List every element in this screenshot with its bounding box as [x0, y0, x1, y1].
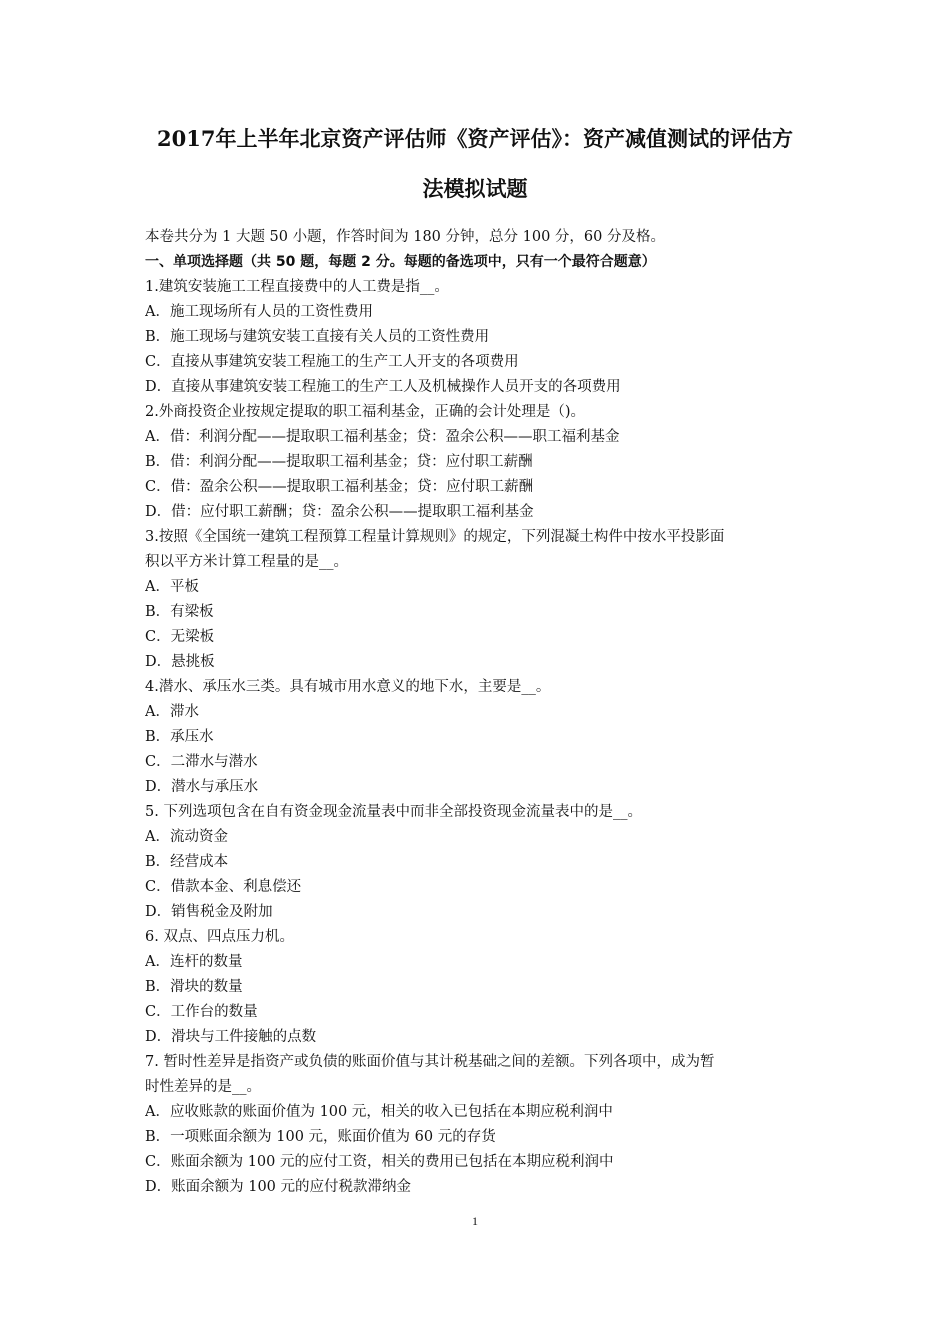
question-stem: 4.潜水、承压水三类。具有城市用水意义的地下水，主要是__。 — [145, 679, 551, 695]
question-stem: 5. 下列选项包含在自有资金现金流量表中而非全部投资现金流量表中的是__。 — [145, 804, 642, 820]
option-d: D．直接从事建筑安装工程施工的生产工人及机械操作人员开支的各项费用 — [145, 379, 621, 395]
option-b: B．借：利润分配——提取职工福利基金；贷：应付职工薪酬 — [145, 454, 533, 470]
option-d: D．借：应付职工薪酬；贷：盈余公积——提取职工福利基金 — [145, 504, 534, 520]
question-stem-line2: 时性差异的是__。 — [145, 1079, 261, 1095]
exam-intro: 本卷共分为 1 大题 50 小题，作答时间为 180 分钟，总分 100 分，60 分及格。 — [145, 229, 665, 245]
option-d: D．潜水与承压水 — [145, 779, 259, 795]
option-a: A．平板 — [145, 579, 199, 595]
option-c: C．直接从事建筑安装工程施工的生产工人开支的各项费用 — [145, 354, 519, 370]
option-c: C．借款本金、利息偿还 — [145, 879, 302, 895]
option-d: D．账面余额为 100 元的应付税款滞纳金 — [145, 1179, 412, 1195]
question-stem: 1.建筑安装施工工程直接费中的人工费是指__。 — [145, 279, 449, 295]
option-b: B．施工现场与建筑安装工直接有关人员的工资性费用 — [145, 329, 490, 345]
option-a: A．借：利润分配——提取职工福利基金；贷：盈余公积——职工福利基金 — [145, 429, 620, 445]
option-b: B．承压水 — [145, 729, 214, 745]
document-title-line2: 法模拟试题 — [422, 176, 528, 201]
question-stem: 2.外商投资企业按规定提取的职工福利基金，正确的会计处理是（)。 — [145, 404, 585, 420]
option-d: D．悬挑板 — [145, 654, 215, 670]
question-7 — [145, 1050, 825, 1200]
option-a: A．施工现场所有人员的工资性费用 — [145, 304, 373, 320]
section-heading: 一、单项选择题（共 50 题，每题 2 分。每题的备选项中，只有一个最符合题意） — [145, 254, 656, 270]
option-c: C．借：盈余公积——提取职工福利基金；贷：应付职工薪酬 — [145, 479, 534, 495]
question-2 — [145, 400, 825, 525]
option-b: B．一项账面余额为 100 元，账面价值为 60 元的存货 — [145, 1129, 496, 1145]
question-stem: 6. 双点、四点压力机。 — [145, 929, 294, 945]
option-c: C．账面余额为 100 元的应付工资，相关的费用已包括在本期应税利润中 — [145, 1154, 614, 1170]
option-a: A．连杆的数量 — [145, 954, 243, 970]
option-b: B．有梁板 — [145, 604, 214, 620]
option-d: D．销售税金及附加 — [145, 904, 273, 920]
document-body — [145, 225, 825, 1200]
option-c: C．二滞水与潜水 — [145, 754, 258, 770]
option-a: A．应收账款的账面价值为 100 元，相关的收入已包括在本期应税利润中 — [145, 1104, 613, 1120]
question-stem-line1: 7. 暂时性差异是指资产或负债的账面价值与其计税基础之间的差额。下列各项中，成为暂 — [145, 1054, 715, 1070]
question-stem-line1: 3.按照《全国统一建筑工程预算工程量计算规则》的规定，下列混凝土构件中按水平投影面 — [145, 529, 725, 545]
document-title-line1: 2017年上半年北京资产评估师《资产评估》：资产减值测试的评估方 — [157, 126, 793, 151]
question-6 — [145, 925, 825, 1050]
option-d: D．滑块与工件接触的点数 — [145, 1029, 317, 1045]
question-4 — [145, 675, 825, 800]
page-number: 1 — [472, 1214, 478, 1228]
option-a: A．流动资金 — [145, 829, 228, 845]
option-b: B．滑块的数量 — [145, 979, 243, 995]
option-c: C．工作台的数量 — [145, 1004, 258, 1020]
option-a: A．滞水 — [145, 704, 199, 720]
question-3 — [145, 525, 825, 675]
question-stem-line2: 积以平方米计算工程量的是__。 — [145, 554, 348, 570]
question-5 — [145, 800, 825, 925]
option-c: C．无梁板 — [145, 629, 215, 645]
question-1 — [145, 275, 825, 400]
option-b: B．经营成本 — [145, 854, 229, 870]
